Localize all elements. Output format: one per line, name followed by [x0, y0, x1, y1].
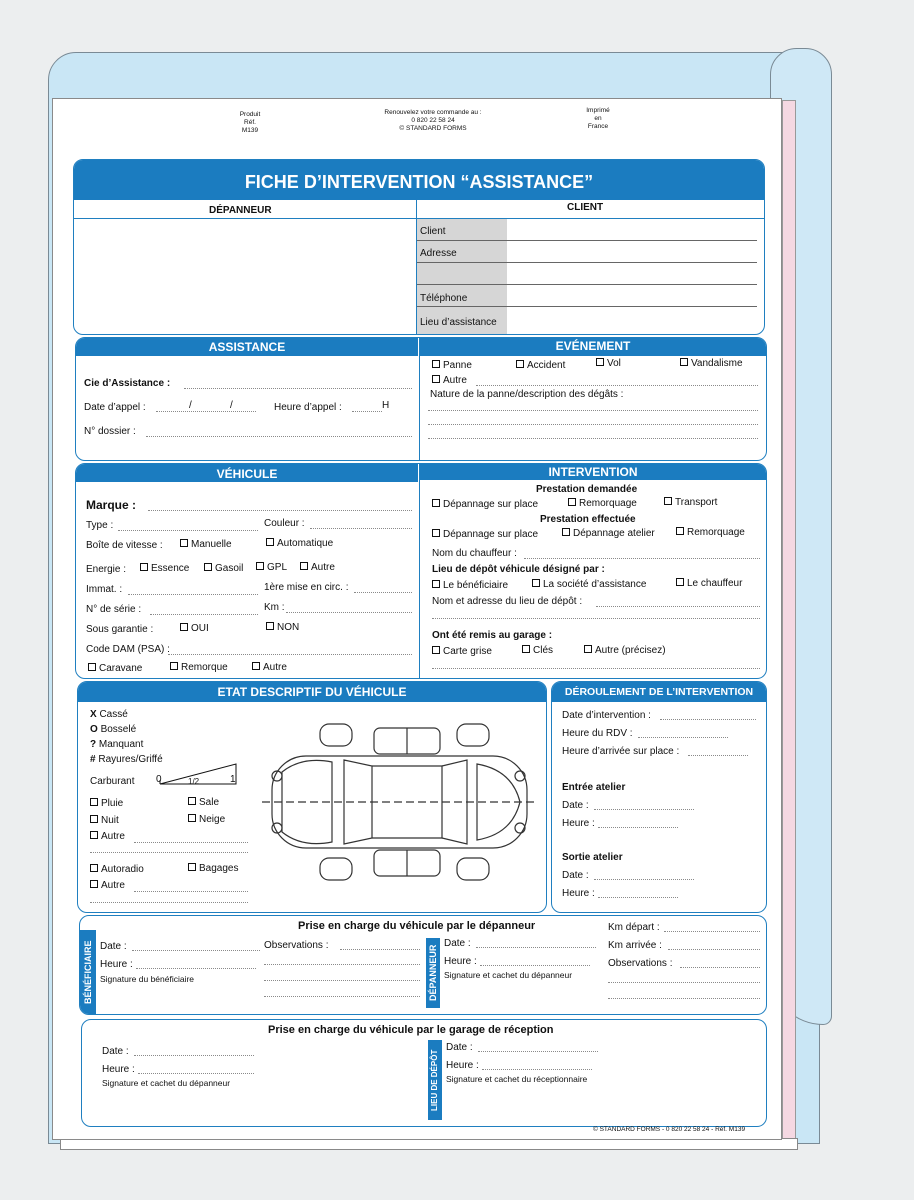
effectue-atelier[interactable]: Dépannage atelier [562, 528, 655, 539]
demande-transport[interactable]: Transport [664, 497, 717, 508]
cond-autre[interactable]: Autre [90, 831, 125, 842]
legend-manquant: ? Manquant [90, 739, 144, 750]
car-diagram-icon[interactable] [262, 716, 534, 894]
couleur-field[interactable] [310, 528, 412, 529]
depot-societe[interactable]: La société d’assistance [532, 579, 646, 590]
dep-date-label: Date : [444, 938, 471, 949]
heure-appel-label: Heure d’appel : [274, 402, 342, 413]
boite-manuelle[interactable]: Manuelle [180, 539, 232, 550]
serie-field[interactable] [150, 614, 258, 615]
event-panne[interactable]: Panne [432, 360, 472, 371]
header-renew: Renouvelez votre commande au : 0 820 22 58 24 © STANDARD FORMS [384, 109, 482, 132]
client-name-line[interactable] [417, 240, 757, 241]
depot-beneficiaire[interactable]: Le bénéficiaire [432, 580, 508, 591]
carburant-label: Carburant [90, 776, 135, 787]
type-field[interactable] [118, 530, 258, 531]
vehicle-box [75, 463, 767, 679]
date-intervention-field[interactable] [660, 719, 756, 720]
prise1-side-beneficiaire: BÉNÉFICIAIRE [80, 930, 96, 1014]
handover-box [79, 915, 767, 1015]
energie-autre[interactable]: Autre [300, 562, 335, 573]
event-vol[interactable]: Vol [596, 358, 621, 369]
stack-pink [782, 100, 796, 1142]
entree-date-label: Date : [562, 800, 589, 811]
premiere-mise-label: 1ère mise en circ. : [264, 582, 349, 593]
recep-date-field[interactable] [478, 1051, 598, 1052]
marque-field[interactable] [148, 510, 412, 511]
presta-demandee-heading: Prestation demandée [536, 484, 638, 495]
recep-signature-label: Signature et cachet du réceptionnaire [446, 1074, 588, 1084]
remis-autre[interactable]: Autre (précisez) [584, 645, 666, 656]
remorque-autre[interactable]: Autre [252, 662, 287, 673]
event-autre[interactable]: Autre [432, 375, 467, 386]
state-box [77, 681, 547, 913]
dossier-field[interactable] [146, 436, 412, 437]
benef-date-label: Date : [100, 941, 127, 952]
remis-label: Ont été remis au garage : [432, 630, 553, 641]
assistance-heading: ASSISTANCE [76, 338, 418, 356]
entree-date-field[interactable] [594, 809, 694, 810]
energie-gpl[interactable]: GPL [256, 562, 287, 573]
event-vandalisme[interactable]: Vandalisme [680, 358, 743, 369]
code-dam-field[interactable] [168, 654, 412, 655]
legend-bosselle: O Bosselé [90, 724, 137, 735]
date-appel-field[interactable] [156, 411, 256, 412]
prise1-side-depanneur: DÉPANNEUR [426, 938, 440, 1008]
prise1-observations-label: Observations : [264, 940, 329, 951]
evenement-heading: EVÉNEMENT [420, 338, 766, 356]
demande-sur-place[interactable]: Dépannage sur place [432, 499, 538, 510]
km-arrivee-field[interactable] [668, 949, 760, 950]
etat-heading: ETAT DESCRIPTIF DU VÉHICULE [78, 682, 546, 702]
km-depart-label: Km départ : [608, 922, 660, 933]
depot-chauffeur[interactable]: Le chauffeur [676, 578, 742, 589]
garantie-label: Sous garantie : [86, 624, 154, 635]
benef-signature-label: Signature du bénéficiaire [100, 974, 195, 984]
date-slash-1: / [189, 400, 192, 411]
garantie-non[interactable]: NON [266, 622, 299, 633]
garage-dep-date-field[interactable] [134, 1055, 254, 1056]
client-address-line-2[interactable] [417, 284, 757, 285]
recep-heure-field[interactable] [482, 1069, 592, 1070]
lieu-depot-label: Lieu de dépôt véhicule désigné par : [432, 564, 605, 575]
km-field[interactable] [286, 612, 412, 613]
client-address-label: Adresse [420, 248, 457, 259]
prise1-heading: Prise en charge du véhicule par le dépanneur [298, 920, 536, 932]
header-product: Produit Réf. M139 [239, 111, 261, 134]
presta-effectuee-heading: Prestation effectuée [540, 514, 636, 525]
heure-arrivee-label: Heure d’arrivée sur place : [562, 746, 680, 757]
equip-autoradio[interactable]: Autoradio [90, 864, 144, 875]
header-printed: Imprimé en France [586, 107, 610, 130]
benef-heure-field[interactable] [136, 968, 256, 969]
benef-date-field[interactable] [132, 950, 260, 951]
nature-line-2[interactable] [428, 424, 758, 425]
sortie-heure-field[interactable] [598, 897, 678, 898]
entree-heading: Entrée atelier [562, 782, 626, 793]
adresse-depot-line-1[interactable] [596, 606, 760, 607]
heure-appel-h: H [382, 400, 390, 411]
dossier-label: N° dossier : [84, 426, 136, 437]
client-heading: CLIENT [567, 202, 604, 213]
garage-dep-heure-label: Heure : [102, 1064, 135, 1075]
legend-casse: X Cassé [90, 709, 128, 720]
form-page [52, 98, 782, 1140]
timeline-box [551, 681, 767, 913]
client-phone-label: Téléphone [420, 293, 468, 304]
heure-rdv-field[interactable] [638, 737, 728, 738]
marque-label: Marque : [86, 498, 137, 512]
dep-date-field[interactable] [476, 947, 596, 948]
serie-label: N° de série : [86, 604, 142, 615]
km-depart-field[interactable] [664, 931, 760, 932]
date-slash-2: / [230, 400, 233, 411]
adresse-depot-line-2[interactable] [432, 618, 760, 619]
couleur-label: Couleur : [264, 518, 305, 529]
event-accident[interactable]: Accident [516, 360, 565, 371]
fuel-full: 1 [230, 774, 236, 785]
entree-heure-label: Heure : [562, 818, 595, 829]
prise2-heading: Prise en charge du véhicule par le garage de réception [268, 1024, 554, 1036]
energie-essence[interactable]: Essence [140, 563, 189, 574]
date-intervention-label: Date d’intervention : [562, 710, 651, 721]
boite-label: Boîte de vitesse : [86, 540, 163, 551]
cond-neige[interactable]: Neige [188, 814, 225, 825]
type-label: Type : [86, 520, 114, 531]
heure-arrivee-field[interactable] [688, 755, 748, 756]
benef-heure-label: Heure : [100, 959, 133, 970]
client-name-label: Client [420, 226, 446, 237]
equip-bagages[interactable]: Bagages [188, 863, 238, 874]
garage-dep-signature-label: Signature et cachet du dépanneur [102, 1078, 231, 1088]
recep-heure-label: Heure : [446, 1060, 479, 1071]
dep-signature-label: Signature et cachet du dépanneur [444, 970, 573, 980]
remis-cles[interactable]: Clés [522, 645, 553, 656]
dep-heure-field[interactable] [480, 965, 590, 966]
garage-dep-heure-field[interactable] [138, 1073, 254, 1074]
cie-field[interactable] [184, 388, 412, 389]
heure-rdv-label: Heure du RDV : [562, 728, 633, 739]
remis-carte-grise[interactable]: Carte grise [432, 646, 492, 657]
equip-autre[interactable]: Autre [90, 880, 125, 891]
prise2-side-lieu-depot: LIEU DE DÉPÔT [428, 1040, 442, 1120]
client-address-line-1[interactable] [417, 262, 757, 263]
immat-label: Immat. : [86, 584, 123, 595]
nature-line-1[interactable] [428, 410, 758, 411]
sortie-heading: Sortie atelier [562, 852, 623, 863]
dep-heure-label: Heure : [444, 956, 477, 967]
garantie-oui[interactable]: OUI [180, 623, 209, 634]
chauffeur-label: Nom du chauffeur : [432, 548, 517, 559]
remorque-remorque[interactable]: Remorque [170, 662, 228, 673]
date-appel-label: Date d’appel : [84, 402, 146, 413]
km-label: Km : [264, 602, 285, 613]
legend-rayures: # Rayures/Griffé [90, 754, 163, 765]
identity-box [73, 159, 765, 335]
adresse-depot-label: Nom et adresse du lieu de dépôt : [432, 596, 583, 607]
entree-heure-field[interactable] [598, 827, 678, 828]
remorque-caravane[interactable]: Caravane [88, 663, 142, 674]
chauffeur-field[interactable] [524, 558, 760, 559]
cond-pluie[interactable]: Pluie [90, 798, 123, 809]
intervention-heading: INTERVENTION [420, 464, 766, 480]
km-arrivee-label: Km arrivée : [608, 940, 662, 951]
premiere-mise-field[interactable] [354, 592, 412, 593]
garage-dep-date-label: Date : [102, 1046, 129, 1057]
nature-line-3[interactable] [428, 438, 758, 439]
assistance-box [75, 337, 767, 461]
energie-gasoil[interactable]: Gasoil [204, 563, 243, 574]
client-place-label: Lieu d’assistance [420, 317, 497, 328]
dep-observations-label: Observations : [608, 958, 673, 969]
sortie-date-field[interactable] [594, 879, 694, 880]
depanneur-heading: DÉPANNEUR [209, 205, 272, 216]
cie-label: Cie d’Assistance : [84, 378, 171, 389]
effectue-remorquage[interactable]: Remorquage [676, 527, 745, 538]
immat-field[interactable] [128, 594, 258, 595]
recep-date-label: Date : [446, 1042, 473, 1053]
nature-label: Nature de la panne/description des dégâts : [430, 389, 624, 400]
heure-appel-field[interactable] [352, 411, 382, 412]
code-dam-label: Code DAM (PSA) : [86, 644, 170, 655]
fuel-half: 1/2 [188, 777, 200, 786]
effectue-sur-place[interactable]: Dépannage sur place [432, 529, 538, 540]
deroulement-heading: DÉROULEMENT DE L’INTERVENTION [552, 682, 766, 702]
remis-autre-line[interactable] [432, 668, 760, 669]
form-title: FICHE D’INTERVENTION “ASSISTANCE” [74, 160, 764, 200]
client-phone-line[interactable] [417, 306, 757, 307]
boite-automatique[interactable]: Automatique [266, 538, 333, 549]
energie-label: Energie : [86, 564, 127, 575]
sortie-date-label: Date : [562, 870, 589, 881]
sortie-heure-label: Heure : [562, 888, 595, 899]
footer-text: © STANDARD FORMS - 0 820 22 58 24 - Réf. M139 [593, 1126, 746, 1133]
demande-remorquage[interactable]: Remorquage [568, 498, 637, 509]
vehicule-heading: VÉHICULE [76, 464, 418, 482]
cond-sale[interactable]: Sale [188, 797, 219, 808]
reception-box [81, 1019, 767, 1127]
fuel-zero: 0 [156, 774, 162, 785]
cond-nuit[interactable]: Nuit [90, 815, 119, 826]
